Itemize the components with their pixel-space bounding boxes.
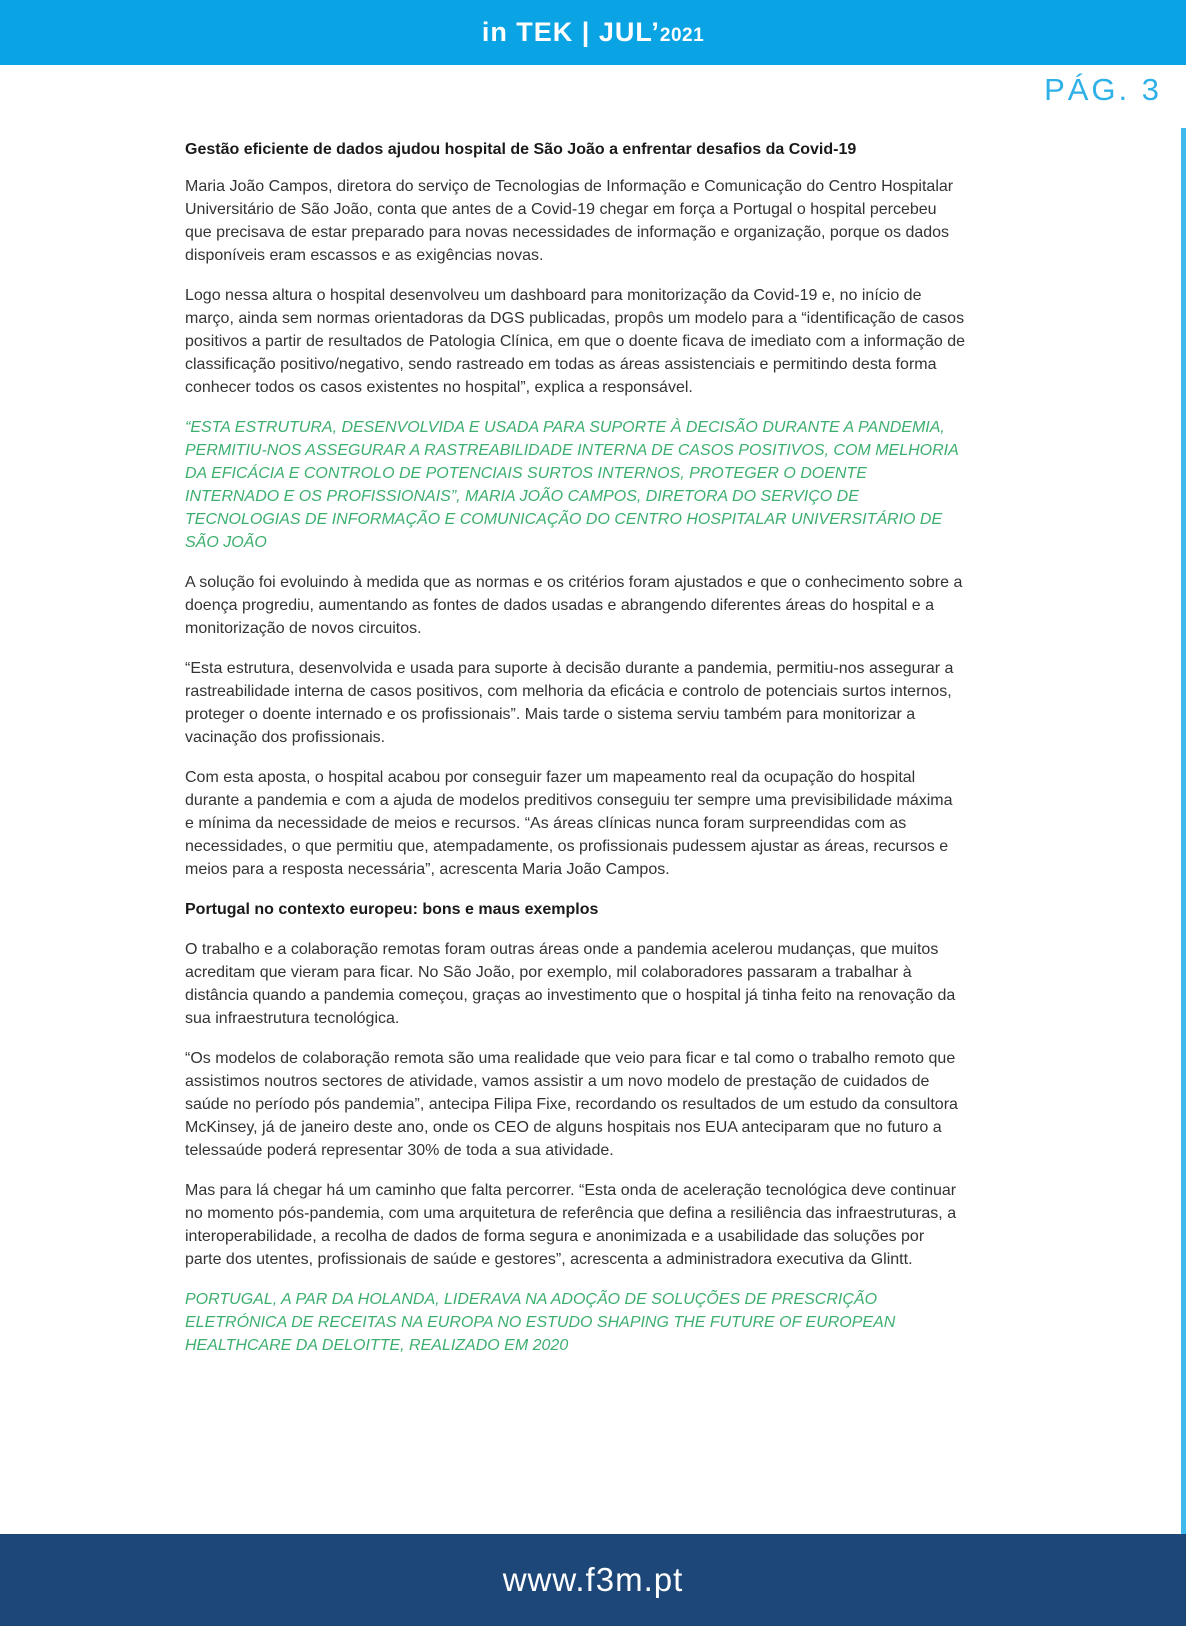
article-paragraph: A solução foi evoluindo à medida que as normas e os critérios foram ajustados e que o conhecimento sobre a doença progrediu, aumentando as fontes de dados usadas e abrangendo diferentes áreas do hospital e a monitorização de novos circuitos. [185,574,963,637]
pull-quote-green: PORTUGAL, A PAR DA HOLANDA, LIDERAVA NA ADOÇÃO DE SOLUÇÕES DE PRESCRIÇÃO ELETRÓNICA DE RECEITAS NA EUROPA NO ESTUDO SHAPING THE FUTURE OF EUROPEAN HEALTHCARE DA DELOITTE, REALIZADO EM 2020 [185,1291,896,1354]
article-paragraph: O trabalho e a colaboração remotas foram outras áreas onde a pandemia acelerou mudanças, que muitos acreditam que vieram para ficar. No São João, por exemplo, mil colaboradores passaram a trabalhar à distância quando a pandemia começou, graças ao investimento que o hospital já tinha feito na renovação da sua infraestrutura tecnológica. [185,941,956,1027]
brand-logo-year: 2021 [659,25,705,46]
section-heading: Portugal no contexto europeu: bons e maus exemplos [185,901,599,918]
right-edge-rule [1181,128,1186,1534]
brand-logo-main: in TEK | JUL’ [481,17,660,47]
article-body [185,138,965,1374]
page-number-label: PÁG. 3 [1044,72,1162,107]
article-paragraph: Maria João Campos, diretora do serviço de Tecnologias de Informação e Comunicação do Centro Hospitalar Universitário de São João, conta que antes de a Covid-19 chegar em força a Portugal o hospital percebeu que precisava de estar preparado para novas necessidades de informação e organização, porque os dados disponíveis eram escassos e as exigências novas. [185,178,954,264]
article-paragraph: Logo nessa altura o hospital desenvolveu um dashboard para monitorização da Covid-19 e, no início de março, ainda sem normas orientadoras da DGS publicadas, propôs um modelo para a “identificação de casos positivos a partir de resultados de Patologia Clínica, em que o doente ficava de imediato com a informação de classificação positivo/negativo, sendo rastreado em todas as áreas assistenciais e permitindo desta forma conhecer todos os casos existentes no hospital”, explica a responsável. [185,287,965,396]
article-paragraph: Mas para lá chegar há um caminho que falta percorrer. “Esta onda de aceleração tecnológica deve continuar no momento pós-pandemia, com uma arquitetura de referência que defina a resiliência das infraestruturas, a interoperabilidade, a recolha de dados de forma segura e anonimizada e a usabilidade das soluções por parte dos utentes, profissionais de saúde e gestores”, acrescenta a administradora executiva da Glintt. [185,1182,957,1268]
article-paragraph: Com esta aposta, o hospital acabou por conseguir fazer um mapeamento real da ocupação do hospital durante a pandemia e com a ajuda de modelos preditivos conseguiu ter sempre uma previsibilidade máxima e mínima da necessidade de meios e recursos. “As áreas clínicas nunca foram surpreendidas com as necessidades, o que permitiu que, atempadamente, os profissionais pudessem ajustar as áreas, recursos e meios para a resposta necessária”, acrescenta Maria João Campos. [185,769,953,878]
footer-bar [0,1534,1186,1626]
brand-logo [482,17,704,48]
pull-quote-green: “ESTA ESTRUTURA, DESENVOLVIDA E USADA PARA SUPORTE À DECISÃO DURANTE A PANDEMIA, PERMITIU-NOS ASSEGURAR A RASTREABILIDADE INTERNA DE CASOS POSITIVOS, COM MELHORIA DA EFICÁCIA E CONTROLO DE POTENCIAIS SURTOS INTERNOS, PROTEGER O DOENTE INTERNADO E OS PROFISSIONAIS”, MARIA JOÃO CAMPOS, DIRETORA DO SERVIÇO DE TECNOLOGIAS DE INFORMAÇÃO E COMUNICAÇÃO DO CENTRO HOSPITALAR UNIVERSITÁRIO DE SÃO JOÃO [185,419,959,551]
footer-url-link[interactable]: www.f3m.pt [502,1561,684,1598]
article-paragraph: “Os modelos de colaboração remota são uma realidade que veio para ficar e tal como o trabalho remoto que assistimos noutros sectores de atividade, vamos assistir a um novo modelo de prestação de cuidados de saúde no período pós pandemia”, antecipa Filipa Fixe, recordando os resultados de um estudo da consultora McKinsey, já de janeiro deste ano, onde os CEO de alguns hospitais nos EUA anteciparam que no futuro a telessaúde poderá representar 30% de toda a sua atividade. [185,1050,958,1159]
header-bar [0,0,1186,65]
article-title: Gestão eficiente de dados ajudou hospital de São João a enfrentar desafios da Covid-19 [185,141,857,158]
article-paragraph: “Esta estrutura, desenvolvida e usada para suporte à decisão durante a pandemia, permitiu-nos assegurar a rastreabilidade interna de casos positivos, com melhoria da eficácia e controlo de potenciais surtos internos, proteger o doente internado e os profissionais”. Mais tarde o sistema serviu também para monitorizar a vacinação dos profissionais. [185,660,954,746]
